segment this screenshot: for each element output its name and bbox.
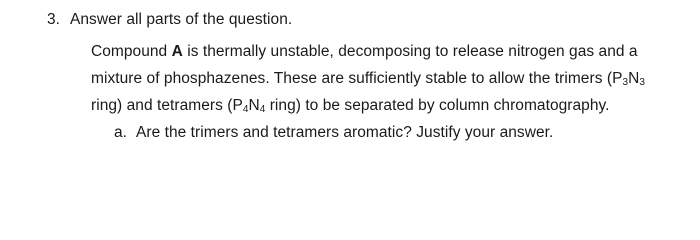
trimer-formula: $P_3N_3$ <box>612 70 645 88</box>
paragraph-line-1 <box>91 42 638 62</box>
paragraph-line-3 <box>91 96 610 116</box>
paragraph-text: ring) and tetramers ( <box>91 97 233 114</box>
subpart-text: Are the trimers and tetramers aromatic? Justify your answer. <box>136 124 554 141</box>
paragraph-text: is thermally unstable, decomposing to release nitrogen gas and a <box>182 43 638 60</box>
tetramer-formula: $P_4N_4$ <box>232 97 266 115</box>
paragraph-line-2 <box>91 69 645 89</box>
question-number: 3. <box>47 11 61 28</box>
paragraph-text: ring) to be separated by column chromatography. <box>265 97 610 114</box>
subpart-label: a. <box>114 124 128 141</box>
question-prompt: Answer all parts of the question. <box>70 11 293 28</box>
paragraph-text: mixture of phosphazenes. These are sufficiently stable to allow the trimers ( <box>91 70 613 87</box>
compound-label: A <box>171 43 183 60</box>
paragraph-text: Compound <box>91 43 172 60</box>
